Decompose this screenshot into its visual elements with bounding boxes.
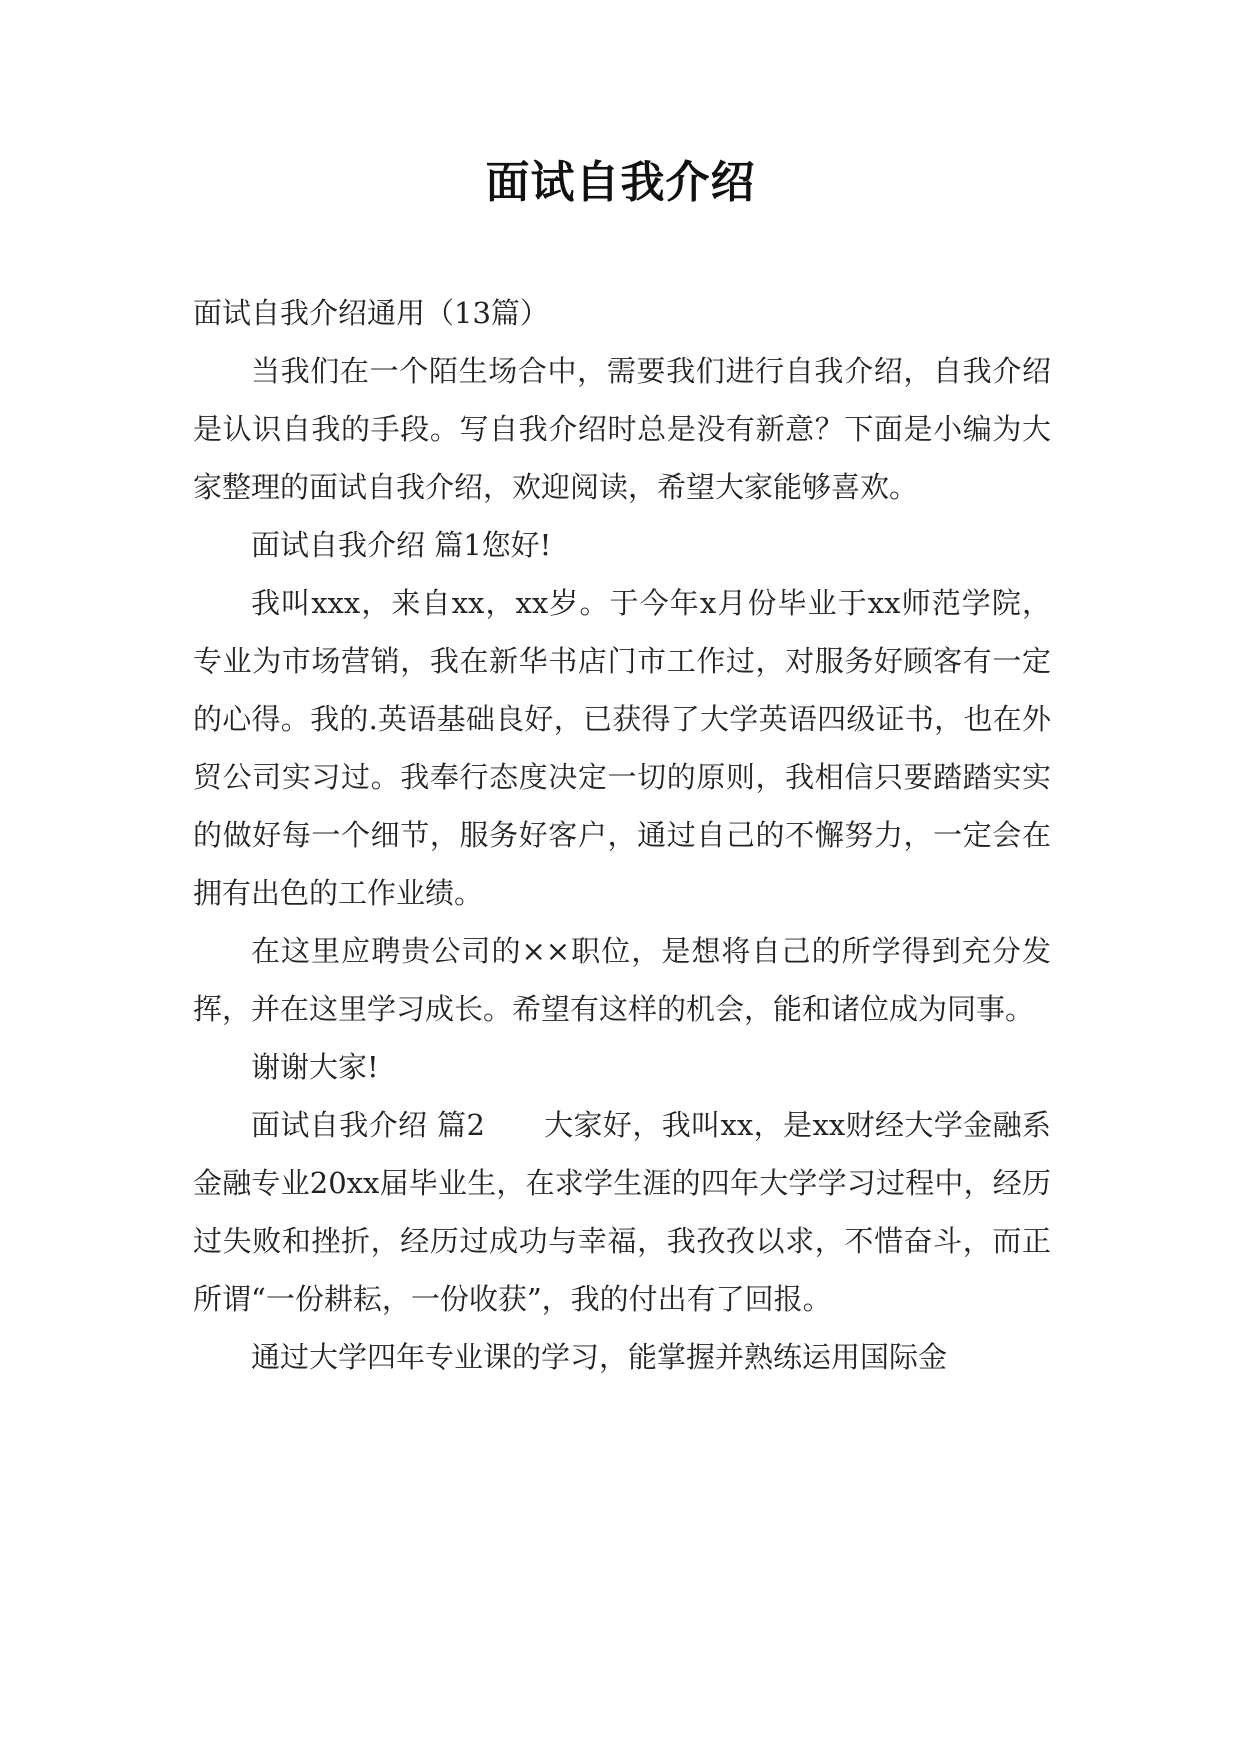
section-1-closing: 谢谢大家! [251, 1050, 379, 1084]
intro-paragraph: 当我们在一个陌生场合中，需要我们进行自我介绍，自我介绍是认识自我的手段。写自我介绍时总是没有新意？下面是小编为大家整理的面试自我介绍，欢迎阅读，希望大家能够喜欢。 [193, 354, 1051, 504]
subtitle-paragraph: 面试自我介绍通用（13篇） [193, 296, 549, 330]
section-1-paragraph: 在这里应聘贵公司的××职位，是想将自己的所学得到充分发挥，并在这里学习成长。希望有这样的机会，能和诸位成为同事。 [193, 934, 1051, 1026]
section-2-paragraph: 通过大学四年专业课的学习，能掌握并熟练运用国际金 [251, 1340, 948, 1374]
document-body [193, 284, 1051, 1386]
section-2-paragraph: 面试自我介绍 篇2 大家好，我叫xx，是xx财经大学金融系金融专业20xx届毕业生，在求学生涯的四年大学学习过程中，经历过失败和挫折，经历过成功与幸福，我孜孜以求，不惜奋斗，而正所谓“一份耕耘，一份收获”，我的付出有了回报。 [193, 1108, 1051, 1316]
section-1-paragraph: 我叫xxx，来自xx，xx岁。于今年x月份毕业于xx师范学院，专业为市场营销，我在新华书店门市工作过，对服务好顾客有一定的心得。我的.英语基础良好，已获得了大学英语四级证书，也在外贸公司实习过。我奉行态度决定一切的原则，我相信只要踏踏实实的做好每一个细节，服务好客户，通过自己的不懈努力，一定会在拥有出色的工作业绩。 [193, 586, 1051, 910]
document-title: 面试自我介绍 [485, 157, 756, 208]
section-1-heading: 面试自我介绍 篇1您好! [251, 528, 552, 562]
